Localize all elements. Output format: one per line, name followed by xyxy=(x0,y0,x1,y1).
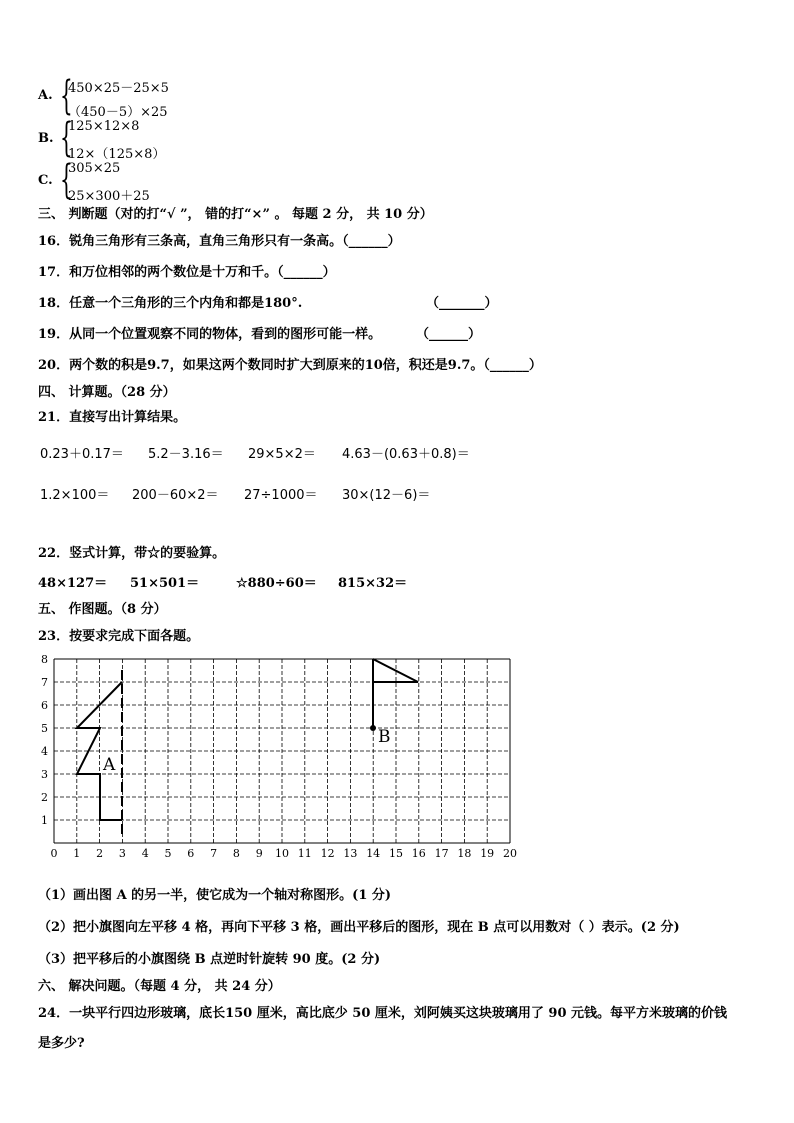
q20-text: 20．两个数的积是9.7，如果这两个数同时扩大到原来的10倍，积还是9.7。（______） xyxy=(38,358,542,373)
q19-blank: （______） xyxy=(416,327,482,342)
x-tick-label: 10 xyxy=(275,847,289,860)
q17-text: 17．和万位相邻的两个数位是十万和千。（______） xyxy=(38,265,336,280)
q18-text: 18．任意一个三角形的三个内角和都是180°. xyxy=(38,296,303,311)
x-tick-label: 17 xyxy=(434,847,449,860)
x-tick-label: 19 xyxy=(480,847,495,860)
section3-title: 三、 判断题（对的打“√ ”， 错的打“×” 。 每题 2 分， 共 10 分） xyxy=(38,207,433,222)
section4-title: 四、 计算题。（28 分） xyxy=(38,385,176,400)
option-a-letter: A. xyxy=(38,88,53,103)
label-b: B xyxy=(378,727,391,747)
flag-triangle xyxy=(373,659,418,682)
x-tick-label: 18 xyxy=(457,847,472,860)
q24-line2: 是多少? xyxy=(38,1036,85,1051)
option-c-line1: 305×25 xyxy=(68,161,121,176)
y-tick-label: 4 xyxy=(41,745,48,758)
x-tick-label: 20 xyxy=(503,847,517,860)
x-tick-label: 11 xyxy=(297,847,312,860)
point-b xyxy=(370,725,376,731)
y-tick-label: 3 xyxy=(41,768,48,781)
x-tick-label: 15 xyxy=(389,847,403,860)
x-tick-label: 6 xyxy=(187,847,195,860)
option-a-line2: （450－5）×25 xyxy=(68,105,168,120)
x-tick-label: 13 xyxy=(343,847,358,860)
grid-figure xyxy=(30,650,530,865)
q23-sub1: （1）画出图 A 的另一半，使它成为一个轴对称图形。(1 分) xyxy=(38,888,392,903)
q22-text: 22．竖式计算，带☆的要验算。 xyxy=(38,546,226,561)
x-tick-label: 9 xyxy=(255,847,263,860)
option-b-letter: B. xyxy=(38,131,54,146)
q23-sub3: （3）把平移后的小旗图绕 B 点逆时针旋转 90 度。(2 分) xyxy=(38,952,381,967)
q21-text: 21．直接写出计算结果。 xyxy=(38,410,187,425)
calc-r1-c3: 29×5×2＝ xyxy=(248,447,316,462)
y-tick-label: 5 xyxy=(41,722,48,735)
q22-item-4: 815×32＝ xyxy=(338,576,408,591)
section6-title: 六、 解决问题。（每题 4 分， 共 24 分） xyxy=(38,979,281,994)
calc-r2-c3: 27÷1000＝ xyxy=(244,488,318,503)
x-tick-label: 5 xyxy=(164,847,172,860)
x-tick-label: 12 xyxy=(320,847,335,860)
option-c-line2: 25×300＋25 xyxy=(68,189,150,204)
x-tick-label: 3 xyxy=(118,847,126,860)
calc-r2-c2: 200－60×2＝ xyxy=(132,488,219,503)
q22-item-3: ☆880÷60＝ xyxy=(236,576,317,591)
calc-r1-c4: 4.63－(0.63＋0.8)＝ xyxy=(342,447,470,462)
y-tick-label: 8 xyxy=(41,653,48,666)
calc-r1-c2: 5.2－3.16＝ xyxy=(148,447,224,462)
option-c-brace: { xyxy=(60,157,73,203)
q22-item-1: 48×127＝ xyxy=(38,576,108,591)
option-a-line1: 450×25－25×5 xyxy=(68,81,169,96)
x-tick-label: 14 xyxy=(366,847,381,860)
calc-r2-c4: 30×(12－6)＝ xyxy=(342,488,431,503)
option-b-line2: 12×（125×8） xyxy=(68,147,166,162)
q22-item-2: 51×501＝ xyxy=(130,576,200,591)
option-c-letter: C. xyxy=(38,173,53,188)
q16-text: 16．锐角三角形有三条高，直角三角形只有一条高。（______） xyxy=(38,234,401,249)
x-tick-label: 7 xyxy=(210,847,218,860)
q19-text: 19．从同一个位置观察不同的物体，看到的图形可能一样。 xyxy=(38,327,382,342)
q24-line1: 24．一块平行四边形玻璃，底长150 厘米，高比底少 50 厘米，刘阿姨买这块玻璃用了 90 元钱。每平方米玻璃的价钱 xyxy=(38,1006,728,1021)
q23-text: 23．按要求完成下面各题。 xyxy=(38,629,200,644)
y-tick-label: 6 xyxy=(41,699,48,712)
y-tick-label: 1 xyxy=(41,814,48,827)
x-tick-label: 4 xyxy=(141,847,149,860)
calc-r1-c1: 0.23＋0.17＝ xyxy=(40,447,124,462)
calc-r2-c1: 1.2×100＝ xyxy=(40,488,110,503)
option-b-line1: 125×12×8 xyxy=(68,119,140,134)
x-tick-label: 8 xyxy=(232,847,240,860)
option-b-brace: { xyxy=(60,115,73,161)
q23-sub2: （2）把小旗图向左平移 4 格，再向下平移 3 格，画出平移后的图形，现在 B 点可以用数对（ ）表示。(2 分) xyxy=(38,920,680,935)
label-a: A xyxy=(103,755,116,775)
x-tick-label: 0 xyxy=(50,847,58,860)
section5-title: 五、 作图题。（8 分） xyxy=(38,602,167,617)
q18-blank: （_______） xyxy=(426,296,498,311)
option-a-brace: { xyxy=(60,73,73,119)
y-tick-label: 7 xyxy=(41,676,48,689)
x-tick-label: 16 xyxy=(411,847,426,860)
x-tick-label: 1 xyxy=(73,847,81,860)
y-tick-label: 2 xyxy=(41,791,48,804)
x-tick-label: 2 xyxy=(96,847,104,860)
